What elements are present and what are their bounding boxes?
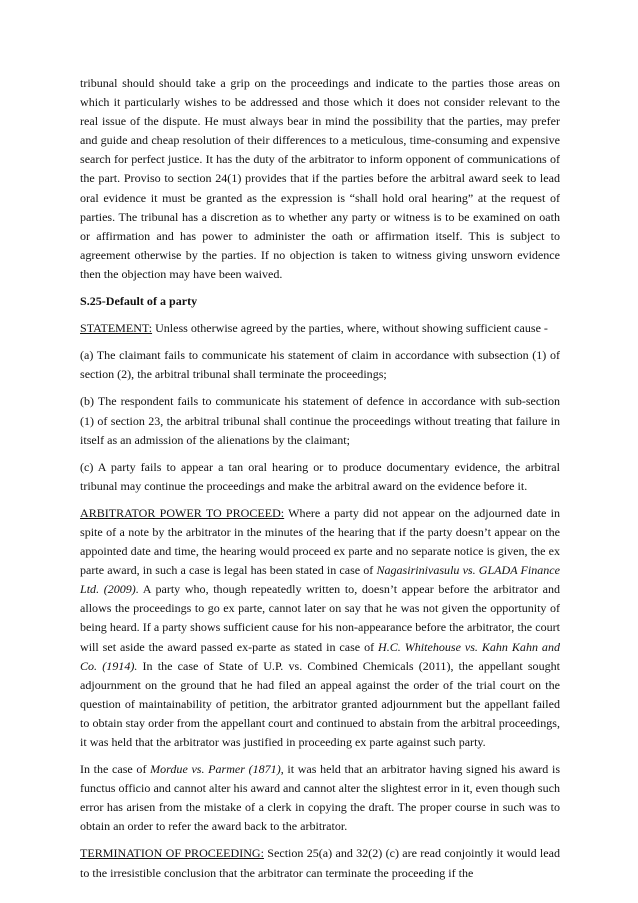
paragraph-arbitrator-power — [80, 504, 560, 752]
termination-text: Section 25(a) and 32(2) (c) are read conjointly it would lead to the irresistible conclusion that the arbitrator can terminate the proceeding if the — [80, 846, 560, 880]
clause-b: (b) The respondent fails to communicate his statement of defence in accordance with sub-section (1) of section 23, the arbitral tribunal shall continue the proceedings without treating that failure in itself as an admission of the alienations by the claimant; — [80, 394, 560, 447]
section-heading: S.25-Default of a party — [80, 294, 198, 309]
mordue-text-1: In the case of — [80, 762, 151, 777]
clause-a: (a) The claimant fails to communicate his statement of claim in accordance with subsection (1) of section (2), the arbitral tribunal shall terminate the proceedings; — [80, 348, 560, 382]
power-text-3: In the case of State of U.P. vs. Combined Chemicals (2011), the appellant sought adjournment on the ground that he had filed an appeal against the order of the trial court on the question of maintainability of petition, the arbitrator granted adjournment but the appellant failed to obtain stay order from the appellant court and continued to abstain from the arbitral proceedings, it was held that the arbitrator was justified in proceeding ex parte against such party. — [80, 658, 560, 749]
clause-c: (c) A party fails to appear a tan oral hearing or to produce documentary evidence, the arbitral tribunal may continue the proceedings and make the arbitral award on the evidence before it. — [80, 459, 560, 493]
paragraph-mordue — [80, 760, 560, 836]
power-label: ARBITRATOR POWER TO PROCEED: — [80, 505, 285, 520]
statement-label: STATEMENT: — [80, 321, 153, 336]
mordue-text-2: , it was held that an arbitrator having signed his award is functus officio and cannot alter his award and cannot alter the slightest error in it, even though such error has arisen from the mistake of a clerk in copying the draft. The proper course in such was to obtain an order to refer the award back to the arbitrator. — [80, 762, 561, 834]
paragraph-statement — [80, 319, 560, 338]
document-page — [80, 74, 560, 891]
case-citation-nagasirinivasulu: Nagasirinivasulu vs. GLADA Finance Ltd. (2009). — [80, 563, 560, 597]
case-citation-whitehouse: H.C. Whitehouse vs. Kahn Kahn and Co. (1914). — [80, 639, 560, 673]
power-text-2: A party who, though repeatedly written to, doesn’t appear before the arbitrator and allows the proceedings to go ex parte, cannot later on say that he was not given the opportunity of being heard. If a party shows sufficient cause for his non-appearance before the arbitrator, the court will set aside the award passed ex-parte as stated in case of — [80, 582, 560, 654]
paragraph-oral-evidence: tribunal should should take a grip on the proceedings and indicate to the parties those areas on which it particularly wishes to be addressed and those which it does not consider relevant to the real issue of the dispute. He must always bear in mind the possibility that the parties, may prefer and guide and cheap resolution of their differences to a meticulous, time-consuming and expensive search for perfect justice. It has the duty of the arbitrator to inform opponent of communications of the part. Proviso to section 24(1) provides that if the parties before the arbitral award seek to lead oral evidence it must be granted as the expression is “shall hold oral hearing” at the request of parties. The tribunal has a discretion as to whether any party or witness is to be examined on oath or affirmation and has power to administer the oath or affirmation itself. This is subject to agreement otherwise by the parties. If no objection is taken to witness giving unsworn evidence then the objection may have been waived. — [80, 76, 560, 281]
power-text-1: Where a party did not appear on the adjourned date in spite of a note by the arbitrator in the minutes of the hearing that if the party doesn’t appear on the appointed date and time, the hearing would proceed ex parte and no separate notice is given, the ex parte award, in such a case is legal has been stated in case of — [80, 505, 560, 578]
case-citation-mordue: Mordue vs. Parmer (1871) — [150, 762, 281, 777]
paragraph-termination — [80, 844, 560, 882]
termination-label: TERMINATION OF PROCEEDING: — [80, 846, 264, 861]
statement-text: Unless otherwise agreed by the parties, where, without showing sufficient cause - — [152, 321, 548, 336]
